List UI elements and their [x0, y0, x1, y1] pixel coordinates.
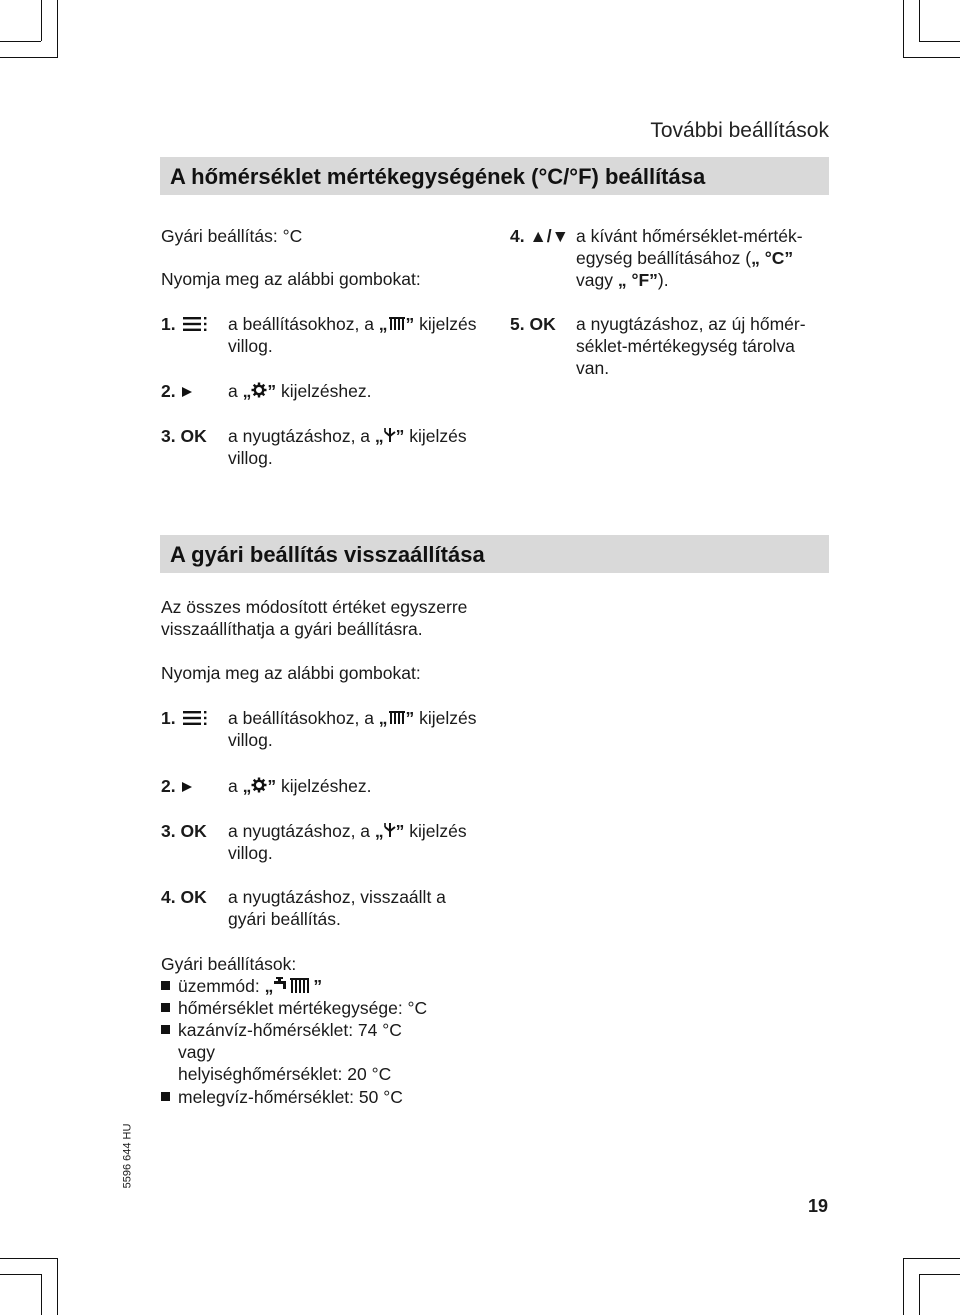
page-number: 19 — [808, 1196, 829, 1216]
step-number: 1. — [161, 314, 176, 334]
section-title-bar — [160, 535, 829, 573]
sensor-icon — [384, 426, 396, 448]
step-text-line2: gyári beállítás. — [228, 909, 341, 929]
bullet — [161, 1003, 170, 1012]
crop-mark — [919, 1274, 920, 1315]
heating-display-icon — [388, 708, 406, 730]
intro-text: Az összes módosított értéket egyszerre — [161, 597, 468, 617]
step-number: 2. — [161, 776, 176, 796]
defaults-item-continued: vagy — [178, 1042, 215, 1062]
crop-mark — [903, 0, 904, 58]
defaults-item-continued: helyiséghőmérséklet: 20 °C — [178, 1064, 392, 1084]
step-text: a nyugtázáshoz, a „ ” kijelzés — [228, 425, 467, 448]
crop-mark — [57, 1258, 58, 1315]
crop-mark — [919, 0, 920, 41]
step-text-line2: egység beállításához („ °C” — [576, 248, 794, 268]
step-text-line2: villog. — [228, 448, 273, 468]
crop-mark — [0, 57, 58, 58]
crop-mark — [41, 0, 42, 41]
gear-icon — [251, 776, 267, 798]
crop-mark — [903, 1258, 960, 1259]
bullet — [161, 1092, 170, 1101]
step-text: a beállításokhoz, a „ ” kijelzés — [228, 707, 477, 730]
crop-mark — [0, 1274, 41, 1275]
tap-heating-icon — [273, 976, 313, 999]
defaults-item: hőmérséklet mértékegysége: °C — [178, 998, 428, 1018]
step-number: 4. OK — [161, 887, 207, 907]
ok-button-label: OK — [180, 887, 207, 907]
step-text-line3: vagy „ °F”). — [576, 270, 669, 290]
section-title-bar — [160, 157, 829, 195]
step-number: 3. OK — [161, 426, 207, 446]
step-text: a nyugtázáshoz, az új hőmér- — [576, 314, 806, 334]
defaults-item: kazánvíz-hőmérséklet: 74 °C — [178, 1020, 402, 1040]
step-text-line2: villog. — [228, 730, 273, 750]
step-number: 4. ▲/▼ — [510, 226, 569, 246]
crop-mark — [0, 41, 41, 42]
step-text: a nyugtázáshoz, visszaállt a — [228, 887, 446, 907]
page-header-title: További beállítások — [650, 119, 829, 142]
press-buttons-text: Nyomja meg az alábbi gombokat: — [161, 663, 421, 683]
factory-setting-text: Gyári beállítás: °C — [161, 226, 303, 246]
right-arrow-icon — [181, 385, 193, 403]
step-number: 3. OK — [161, 821, 207, 841]
crop-mark — [57, 0, 58, 58]
crop-mark — [919, 41, 960, 42]
step-text: a beállításokhoz, a „ ” kijelzés — [228, 313, 477, 336]
crop-mark — [903, 1258, 904, 1315]
sensor-icon — [384, 821, 396, 843]
gear-icon — [251, 381, 267, 403]
crop-mark — [0, 1258, 58, 1259]
intro-text: visszaállíthatja a gyári beállításra. — [161, 619, 423, 639]
defaults-item: üzemmód: „ ” — [178, 975, 322, 999]
right-arrow-icon — [181, 780, 193, 798]
press-buttons-text: Nyomja meg az alábbi gombokat: — [161, 269, 421, 289]
ok-button-label: OK — [529, 314, 556, 334]
defaults-item: melegvíz-hőmérséklet: 50 °C — [178, 1087, 403, 1107]
document-number: 5596 644 HU — [121, 1123, 134, 1189]
step-text: a „ ” kijelzéshez. — [228, 380, 371, 403]
section-title: A gyári beállítás visszaállítása — [170, 542, 485, 567]
bullet — [161, 981, 170, 990]
menu-icon — [183, 316, 209, 337]
heating-display-icon — [388, 314, 406, 336]
ok-button-label: OK — [180, 426, 207, 446]
step-text: a nyugtázáshoz, a „ ” kijelzés — [228, 820, 467, 843]
defaults-title: Gyári beállítások: — [161, 954, 297, 974]
step-text-line2: villog. — [228, 843, 273, 863]
step-text-line3: van. — [576, 358, 610, 378]
step-text-line2: séklet-mértékegység tárolva — [576, 336, 795, 356]
menu-icon — [183, 710, 209, 731]
crop-mark — [919, 1274, 960, 1275]
crop-mark — [41, 1274, 42, 1315]
crop-mark — [903, 57, 960, 58]
step-text: a „ ” kijelzéshez. — [228, 775, 371, 798]
up-down-button-label: ▲/▼ — [529, 226, 569, 246]
bullet — [161, 1025, 170, 1034]
step-text-line2: villog. — [228, 336, 273, 356]
ok-button-label: OK — [180, 821, 207, 841]
section-title: A hőmérséklet mértékegységének (°C/°F) beállítása — [170, 164, 706, 189]
step-number: 5. OK — [510, 314, 556, 334]
step-number: 1. — [161, 708, 176, 728]
step-text: a kívánt hőmérséklet-mérték- — [576, 226, 803, 246]
step-number: 2. — [161, 381, 176, 401]
